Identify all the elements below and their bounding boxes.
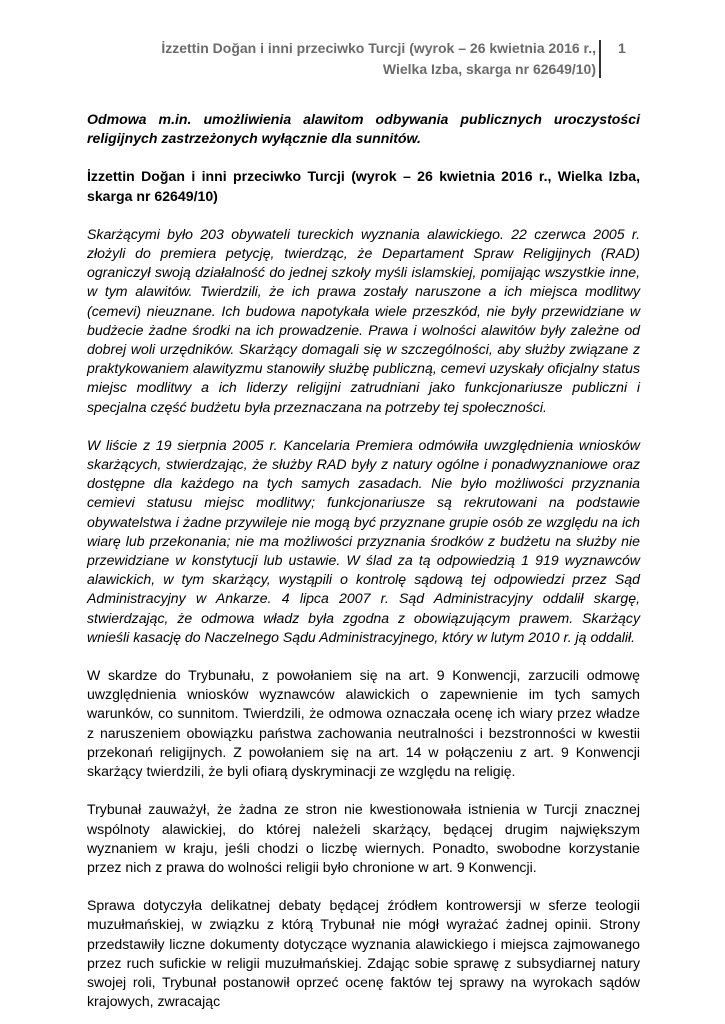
header-divider: [599, 40, 601, 78]
paragraph-complaint: W skardze do Trybunału, z powołaniem się na art. 9 Konwencji, zarzucili odmowę uwzględnienia wniosków wyznawców alawickich o zapewnienie im tych samych warunków, co sunnitom. Twierdzili, że odmowa oznaczała ocenę ich wiary przez władze z naruszeniem obowiązku państwa zachowania neutralności i bezstronności w kwestii przekonań religijnych. Z powołaniem się na art. 14 w połączeniu z art. 9 Konwencji skarżący twierdzili, że byli ofiarą dyskryminacji ze względu na religię.: [87, 667, 640, 780]
paragraph-court-observation: Trybunał zauważył, że żadna ze stron nie kwestionowała istnienia w Turcji znacznej wspólnoty alawickiej, do której należeli skarżący, będącej drugim największym wyznaniem w kraju, jeśli chodzi o liczbę wiernych. Ponadto, swobodne korzystanie przez nich z prawa do wolności religii było chronione w art. 9 Konwencji.: [87, 801, 640, 875]
case-heading: İzzettin Doğan i inni przeciwko Turcji (wyrok – 26 kwietnia 2016 r., Wielka Izba, skarga nr 62649/10): [87, 168, 640, 204]
document-title: Odmowa m.in. umożliwienia alawitom odbywania publicznych uroczystości religijnych zastrzeżonych wyłącznie dla sunnitów.: [87, 111, 640, 147]
running-header: İzzettin Doğan i inni przeciwko Turcji (wyrok – 26 kwietnia 2016 r., Wielka Izba, skarga nr 62649/10): [161, 40, 596, 77]
paragraph-facts: Skarżącymi było 203 obywateli tureckich wyznania alawickiego. 22 czerwca 2005 r. złożyli do premiera petycję, twierdząc, że Departament Spraw Religijnych (RAD) ograniczył swoją działalność do jednej szkoły myśli islamskiej, pomijając wszystkie inne, w tym alawitów. Twierdzili, że ich prawa zostały naruszone a ich miejsca modlitwy (cemevi) nieuznane. Ich budowa napotykała wiele przeszkód, nie były przewidziane w budżecie żadne środki na ich prowadzenie. Prawa i wolności alawitów były zależne od dobrej woli urzędników. Skarżący domagali się w szczególności, aby służby związane z praktykowaniem alawityzmu stanowiły służbę publiczną, cemevi uzyskały oficjalny status miejsc modlitwy a ich liderzy religijni zatrudniani jako funkcjonariusze publiczni i specjalna część budżetu była przeznaczana na potrzeby tej społeczności.: [87, 225, 640, 415]
paragraph-court-assessment: Sprawa dotyczyła delikatnej debaty będącej źródłem kontrowersji w sferze teologii muzułmańskiej, w związku z którą Trybunał nie mógł wyrażać żadnej opinii. Strony przedstawiły liczne dokumenty dotyczące wyznania alawickiego i miejsca zajmowanego przez ruch sufickie w religii muzułmańskiej. Zdając sobie sprawę z subsydiarnej natury swojej roli, Trybunał postanowił oprzeć ocenę faktów tej sprawy na wyrokach sądów krajowych, zwracając: [87, 897, 640, 1010]
paragraph-proceedings: W liście z 19 sierpnia 2005 r. Kancelaria Premiera odmówiła uwzględnienia wniosków skarżących, stwierdzając, że służby RAD były z natury ogólne i ponadwyznaniowe oraz dostępne dla każdego na tych samych zasadach. Nie było możliwości przyznania cemievi statusu miejsc modlitwy; funkcjonariusze są rekrutowani na podstawie obywatelstwa i żadne przywileje nie mogą być przyznane grupie osób ze względu na ich wiarę lub przekonania; nie ma możliwości przyznania środków z budżetu na służby nie przewidziane w konstytucji lub ustawie. W ślad za tą odpowiedzią 1 919 wyznawców alawickich, w tym skarżący, wystąpili o kontrolę sądową tej odpowiedzi przez Sąd Administracyjny w Ankarze. 4 lipca 2007 r. Sąd Administracyjny oddalił skargę, stwierdzając, że odmowa władz była zgodna z obowiązującym prawem. Skarżący wnieśli kasację do Naczelnego Sądu Administracyjnego, który w lutym 2010 r. ją oddalił.: [87, 436, 640, 645]
document-body: [87, 110, 640, 1011]
page-number: 1: [618, 40, 626, 56]
